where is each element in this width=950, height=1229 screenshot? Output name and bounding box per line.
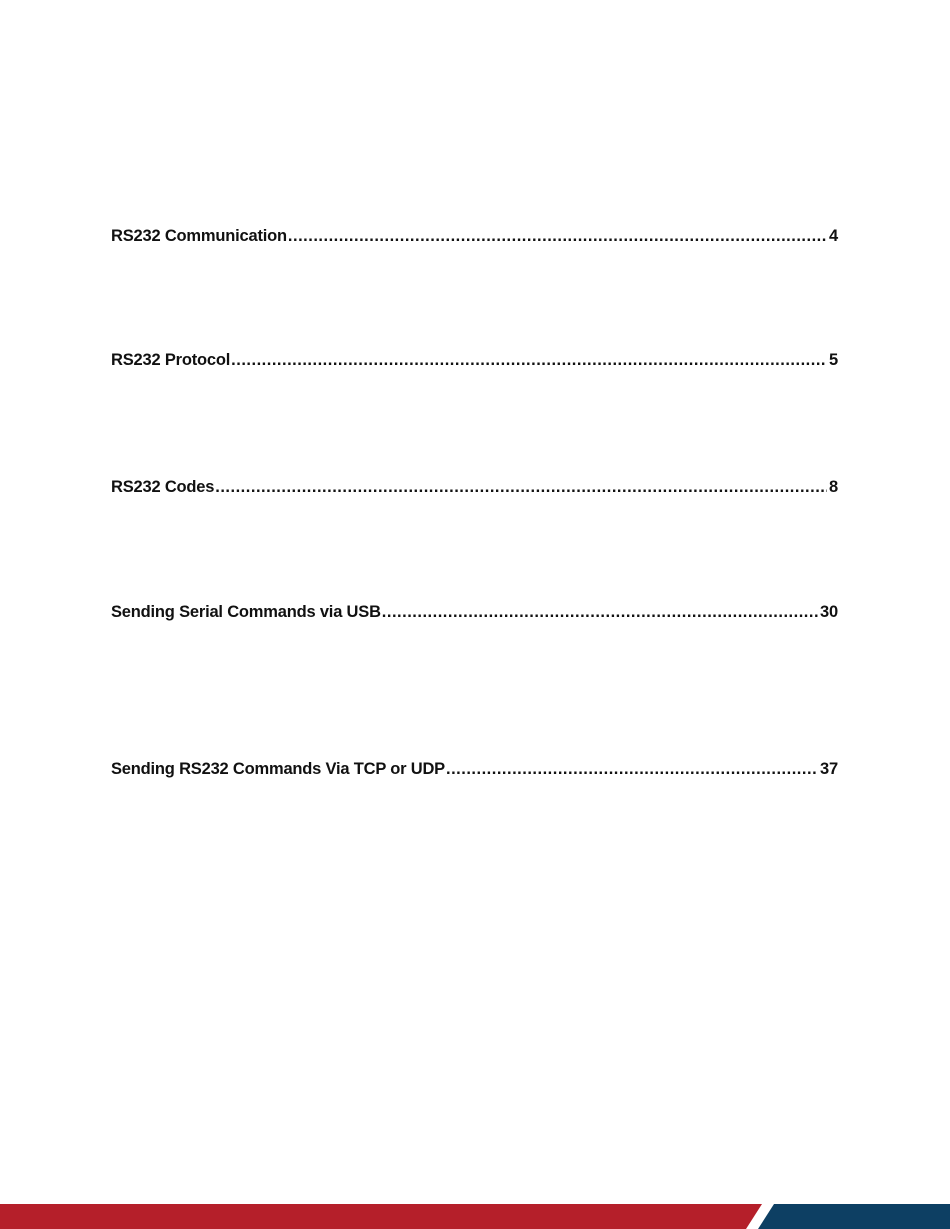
toc-entry-title: RS232 Protocol bbox=[111, 351, 231, 369]
footer-red-stripe bbox=[0, 1204, 762, 1229]
footer-color-band bbox=[0, 1204, 950, 1229]
toc-dot-leader bbox=[231, 351, 827, 370]
toc-dot-leader bbox=[382, 603, 818, 622]
toc-entry-title: Sending Serial Commands via USB bbox=[111, 603, 381, 621]
toc-entry-title: RS232 Codes bbox=[111, 478, 215, 496]
toc-dot-leader bbox=[446, 760, 818, 779]
footer-navy-stripe bbox=[758, 1204, 950, 1229]
toc-entry-sending-rs232-tcp-udp[interactable] bbox=[111, 760, 838, 779]
toc-entry-title: Sending RS232 Commands Via TCP or UDP bbox=[111, 760, 445, 778]
toc-entry-sending-serial-commands-usb[interactable] bbox=[111, 603, 838, 622]
toc-entry-page-number: 5 bbox=[829, 351, 838, 369]
toc-entry-rs232-communication[interactable] bbox=[111, 227, 838, 246]
toc-entry-rs232-protocol[interactable] bbox=[111, 351, 838, 370]
toc-entry-page-number: 8 bbox=[829, 478, 838, 496]
toc-dot-leader bbox=[288, 227, 827, 246]
toc-entry-rs232-codes[interactable] bbox=[111, 478, 838, 497]
toc-entry-page-number: 30 bbox=[820, 603, 838, 621]
toc-entry-page-number: 37 bbox=[820, 760, 838, 778]
toc-entry-title: RS232 Communication bbox=[111, 227, 287, 245]
toc-entry-page-number: 4 bbox=[829, 227, 838, 245]
toc-dot-leader bbox=[215, 478, 827, 497]
